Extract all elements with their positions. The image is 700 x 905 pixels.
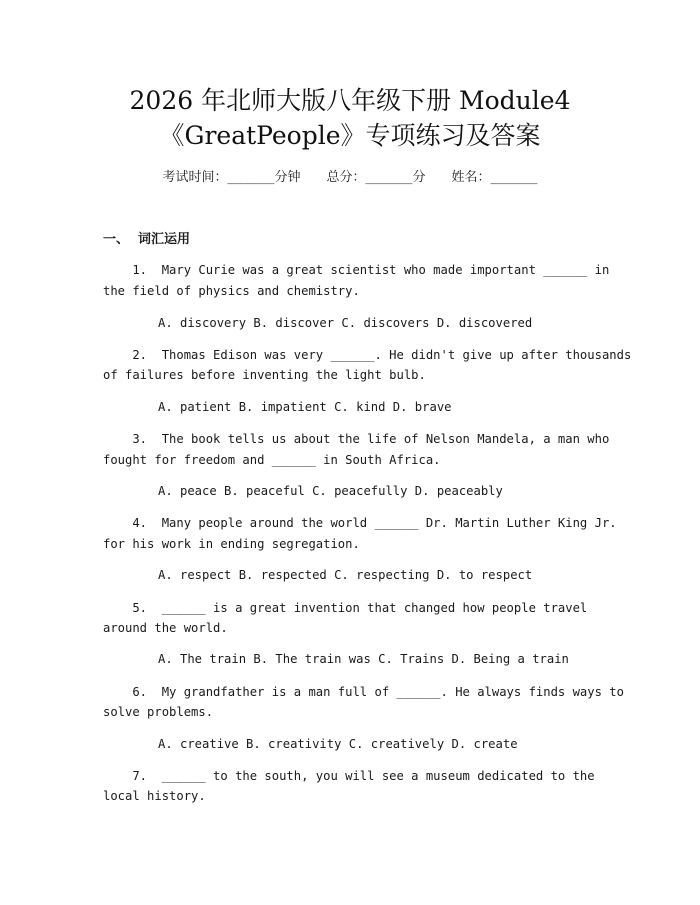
question-6-line2: solve problems.: [103, 705, 214, 719]
document-title-line2: 《GreatPeople》专项练习及答案: [159, 121, 541, 150]
exam-time: 考试时间：______分钟: [162, 170, 301, 185]
question-5-line1: 5. ______ is a great invention that changed how people travel: [103, 601, 588, 615]
exam-score: 总分：______分: [326, 170, 426, 185]
question-2-line2: of failures before inventing the light bulb.: [103, 368, 426, 382]
exam-meta: [0, 168, 700, 188]
question-3-line1: 3. The book tells us about the life of Nelson Mandela, a man who: [103, 432, 610, 446]
question-6-options: A. creative B. creativity C. creatively D. create: [158, 737, 518, 751]
question-4-line1: 4. Many people around the world ______ Dr. Martin Luther King Jr.: [103, 516, 617, 530]
question-4-line2: for his work in ending segregation.: [103, 537, 360, 551]
question-1-line2: the field of physics and chemistry.: [103, 284, 360, 298]
question-2-line1: 2. Thomas Edison was very ______. He didn't give up after thousands: [103, 348, 632, 362]
document-title-line1: 2026 年北师大版八年级下册 Module4: [129, 86, 571, 115]
question-4-options: A. respect B. respected C. respecting D. to respect: [158, 568, 533, 582]
question-5-options: A. The train B. The train was C. Trains D. Being a train: [158, 652, 569, 666]
question-3-line2: fought for freedom and ______ in South Africa.: [103, 453, 441, 467]
question-1-options: A. discovery B. discover C. discovers D. discovered: [158, 316, 533, 330]
question-6-line1: 6. My grandfather is a man full of ______. He always finds ways to: [103, 685, 624, 699]
exam-name: 姓名：______: [451, 170, 538, 185]
question-5-line2: around the world.: [103, 621, 228, 635]
question-3-options: A. peace B. peaceful C. peacefully D. peaceably: [158, 484, 503, 498]
question-7-line1: 7. ______ to the south, you will see a museum dedicated to the: [103, 769, 595, 783]
question-7-line2: local history.: [103, 789, 206, 803]
section-heading: 一、 词汇运用: [103, 232, 191, 247]
question-1-line1: 1. Mary Curie was a great scientist who made important ______ in: [103, 263, 610, 277]
question-2-options: A. patient B. impatient C. kind D. brave: [158, 400, 452, 414]
